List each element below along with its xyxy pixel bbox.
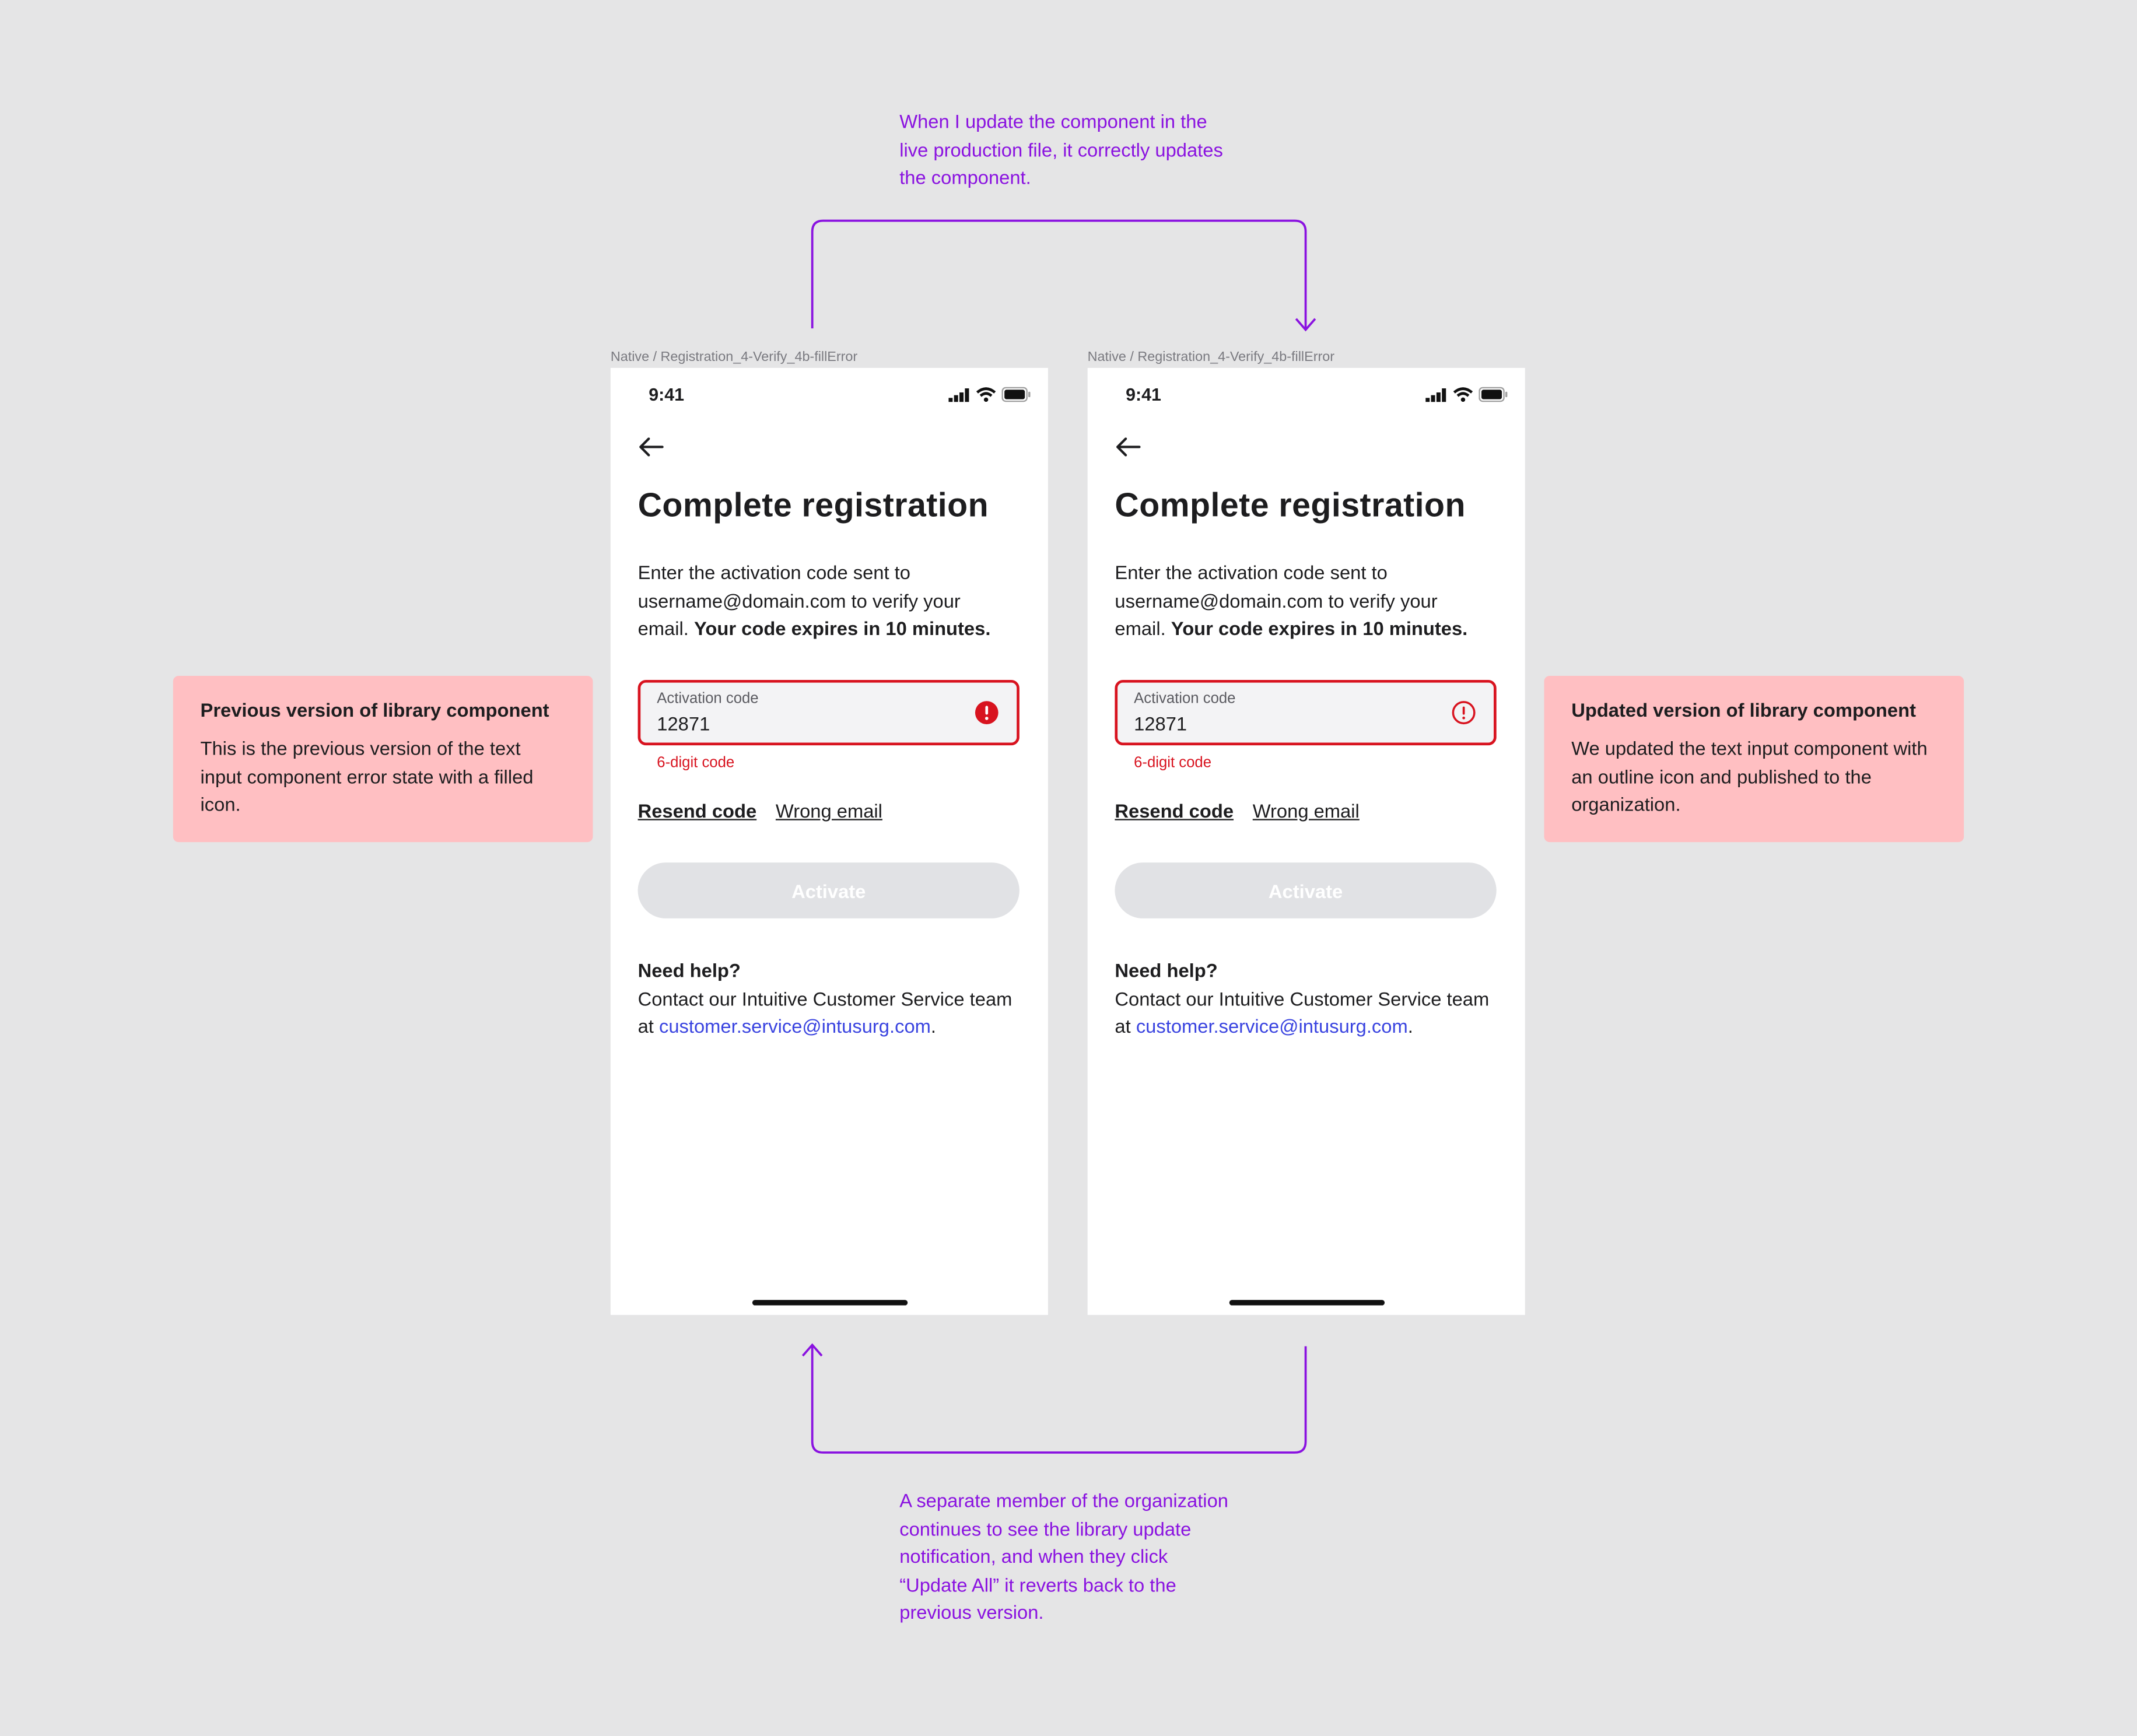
resend-code-link[interactable]: Resend code: [637, 799, 757, 822]
intro-text-bold: Your code expires in 10 minutes.: [1171, 617, 1468, 639]
field-label: Activation code: [657, 690, 759, 707]
field-label: Activation code: [1134, 690, 1236, 707]
sticky-title: Previous version of library component: [200, 699, 549, 721]
intro-text-regular: Enter the activation code sent to username@domain.com to verify your email.: [1115, 561, 1438, 639]
frame-label[interactable]: Native / Registration_4-Verify_4b-fillError: [1087, 350, 1335, 366]
support-email-link[interactable]: customer.service@intusurg.com: [1136, 1015, 1408, 1037]
wifi-icon: [976, 387, 996, 402]
status-time: 9:41: [649, 384, 685, 405]
page-title: Complete registration: [1115, 488, 1466, 525]
activate-button[interactable]: Activate: [1115, 862, 1496, 918]
support-email-link[interactable]: customer.service@intusurg.com: [658, 1015, 931, 1037]
help-section: [638, 956, 1034, 1040]
intro-text: [638, 559, 1013, 643]
bottom-connector-line: [812, 1346, 1306, 1453]
back-arrow-icon[interactable]: [1115, 436, 1142, 458]
help-text: Contact our Intuitive Customer Service team at: [637, 987, 1013, 1037]
activate-button[interactable]: Activate: [638, 862, 1020, 918]
intro-text-regular: Enter the activation code sent to username@domain.com to verify your email.: [637, 561, 961, 639]
sticky-title: Updated version of library component: [1571, 699, 1916, 721]
phone-frame-previous: [611, 368, 1048, 1315]
back-arrow-icon[interactable]: [638, 436, 665, 458]
code-actions: [638, 800, 882, 822]
sticky-note-previous: [173, 676, 593, 842]
code-actions: [1115, 800, 1359, 822]
top-annotation: When I update the component in the live production file, it correctly updates the component.: [899, 110, 1223, 188]
top-connector-line: [812, 221, 1306, 329]
field-value[interactable]: 12871: [1134, 713, 1187, 735]
wifi-icon: [1453, 387, 1473, 402]
battery-icon: [1001, 387, 1031, 402]
field-value[interactable]: 12871: [657, 713, 710, 735]
help-end: .: [930, 1015, 936, 1037]
help-section: [1115, 956, 1510, 1040]
frame-label[interactable]: Native / Registration_4-Verify_4b-fillError: [610, 350, 858, 366]
status-icons: [948, 387, 1032, 402]
helper-error-text: 6-digit code: [1134, 755, 1212, 771]
error-filled-icon: [975, 700, 999, 725]
help-title: Need help?: [1115, 959, 1218, 981]
signal-icon: [948, 388, 970, 401]
signal-icon: [1425, 388, 1447, 401]
helper-error-text: 6-digit code: [657, 755, 735, 771]
activation-code-input[interactable]: [1115, 680, 1496, 745]
help-text: Contact our Intuitive Customer Service team at: [1115, 987, 1490, 1037]
status-icons: [1425, 387, 1509, 402]
activation-code-input[interactable]: [638, 680, 1020, 745]
bottom-annotation: A separate member of the organization continues to see the library update notification, and when they click “Update All” it reverts back to the previous version.: [899, 1489, 1228, 1623]
resend-code-link[interactable]: Resend code: [1115, 799, 1234, 822]
page-title: Complete registration: [637, 488, 989, 525]
sticky-note-updated: [1544, 676, 1964, 842]
phone-frame-updated: [1088, 368, 1525, 1315]
wrong-email-link[interactable]: Wrong email: [775, 799, 882, 822]
home-indicator: [1229, 1300, 1385, 1305]
error-outline-icon: [1452, 700, 1476, 725]
wrong-email-link[interactable]: Wrong email: [1252, 799, 1360, 822]
battery-icon: [1479, 387, 1508, 402]
intro-text: [1115, 559, 1490, 643]
home-indicator: [752, 1300, 908, 1305]
status-time: 9:41: [1126, 384, 1161, 405]
sticky-body: This is the previous version of the text input component error state with a filled icon.: [200, 737, 534, 815]
help-end: .: [1407, 1015, 1413, 1037]
sticky-body: We updated the text input component with an outline icon and published to the organization.: [1571, 737, 1928, 815]
help-title: Need help?: [637, 959, 741, 981]
intro-text-bold: Your code expires in 10 minutes.: [693, 617, 991, 639]
